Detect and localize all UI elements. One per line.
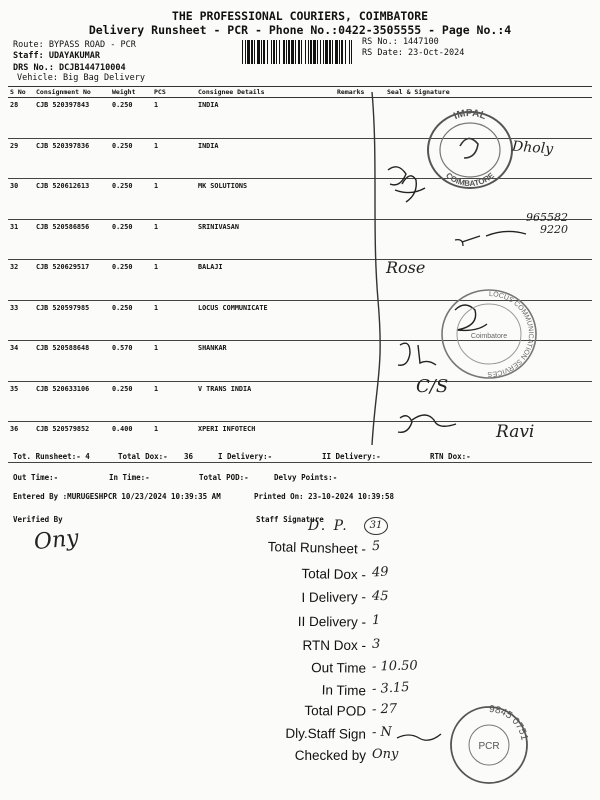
summary-label: I Delivery - xyxy=(301,589,367,606)
cell-weight: 0.570 xyxy=(110,341,152,382)
summary-value: - 3.15 xyxy=(371,679,410,698)
cell-consignee: INDIA xyxy=(196,98,335,139)
total-pod-label: Total POD:- xyxy=(199,473,249,482)
col-consignee: Consignee Details xyxy=(196,87,335,98)
row32-handwritten-name: Rose xyxy=(386,258,426,277)
row29-handwritten-sign: Dholy xyxy=(511,138,554,158)
summary-value: - 10.50 xyxy=(371,658,418,675)
cell-sno: 36 xyxy=(8,422,34,463)
summary-value: 1 xyxy=(371,612,381,629)
staff-sign-scribble xyxy=(397,734,441,740)
staff-signature-text: D. P. xyxy=(308,518,349,534)
cell-pcs: 1 xyxy=(152,300,196,341)
verified-by-signature: Ony xyxy=(32,525,80,556)
cell-consignment-no: CJB 520597985 xyxy=(34,300,110,341)
staff-label: Staff: UDAYAKUMAR xyxy=(13,51,100,61)
cell-sno: 30 xyxy=(8,179,34,220)
verified-by-label: Verified By xyxy=(13,515,63,524)
cell-pcs: 1 xyxy=(152,98,196,139)
cell-pcs: 1 xyxy=(152,422,196,463)
summary-label: II Delivery - xyxy=(297,613,367,630)
row34-scribble xyxy=(398,343,436,365)
staff-signature-label: Staff Signature xyxy=(256,515,324,524)
cell-sno: 35 xyxy=(8,381,34,422)
cell-consignment-no: CJB 520397843 xyxy=(34,98,110,139)
rs-date: RS Date: 23-Oct-2024 xyxy=(362,48,465,58)
remarks-divider-stroke xyxy=(372,92,380,445)
cell-consignee: INDIA xyxy=(196,138,335,179)
cell-sno: 28 xyxy=(8,98,34,139)
rs-number: RS No.: 1447100 xyxy=(362,37,439,47)
i-delivery-label: I Delivery:- xyxy=(218,452,273,461)
cell-weight: 0.250 xyxy=(110,260,152,301)
cell-consignee: LOCUS COMMUNICATE xyxy=(196,300,335,341)
total-dox-label: Total Dox:- xyxy=(118,452,168,461)
summary-label: Total POD xyxy=(304,703,367,719)
cell-consignee: SRINIVASAN xyxy=(196,219,335,260)
row31-scribble xyxy=(455,231,526,246)
cell-weight: 0.250 xyxy=(110,381,152,422)
staff-signature-circled-number: 31 xyxy=(364,517,388,535)
impal-stamp-bottom-text: COIMBATORE xyxy=(444,170,496,189)
cell-consignee: XPERI INFOTECH xyxy=(196,422,335,463)
cell-sno: 34 xyxy=(8,341,34,382)
summary-value: - N xyxy=(371,724,393,741)
entered-by: Entered By :MURUGESHPCR 10/23/2024 10:39:35 AM xyxy=(13,492,221,501)
in-time-label: In Time:- xyxy=(109,473,150,482)
cell-weight: 0.250 xyxy=(110,300,152,341)
col-seal-signature: Seal & Signature xyxy=(385,87,592,98)
summary-label: Total Runsheet - xyxy=(267,539,367,557)
summary-label: RTN Dox - xyxy=(302,638,366,653)
cell-weight: 0.250 xyxy=(110,219,152,260)
col-pcs: PCS xyxy=(152,87,196,98)
summary-label: Checked by xyxy=(294,748,366,763)
impal-stamp xyxy=(424,106,516,192)
route-label: Route: BYPASS ROAD - PCR xyxy=(13,40,136,50)
col-sno: S No xyxy=(8,87,34,98)
summary-label: Total Dox - xyxy=(301,565,367,583)
summary-value: - 27 xyxy=(371,701,398,718)
cell-consignee: BALAJI xyxy=(196,260,335,301)
cell-pcs: 1 xyxy=(152,341,196,382)
cell-weight: 0.400 xyxy=(110,422,152,463)
cell-pcs: 1 xyxy=(152,138,196,179)
summary-label: Dly.Staff Sign xyxy=(285,725,367,742)
cell-pcs: 1 xyxy=(152,219,196,260)
delvy-points-label: Delvy Points:- xyxy=(274,473,338,482)
company-title: THE PROFESSIONAL COURIERS, COIMBATORE xyxy=(171,9,429,23)
summary-value: 3 xyxy=(372,637,381,652)
locus-stamp-center-text: Coimbatore xyxy=(470,333,508,340)
summary-value: Ony xyxy=(372,747,399,762)
drs-number: DRS No.: DCJB144710004 xyxy=(13,63,126,73)
cell-weight: 0.250 xyxy=(110,138,152,179)
cell-weight: 0.250 xyxy=(110,179,152,220)
summary-label: In Time xyxy=(321,682,367,699)
runsheet-title: Delivery Runsheet - PCR - Phone No.:0422-3505555 - Page No.:4 xyxy=(88,23,512,37)
col-consignment: Consignment No xyxy=(34,87,110,98)
cell-consignment-no: CJB 520612613 xyxy=(34,179,110,220)
cell-sno: 33 xyxy=(8,300,34,341)
cell-sno: 32 xyxy=(8,260,34,301)
tot-runsheet: Tot. Runsheet:- 4 xyxy=(13,452,90,461)
printed-on: Printed On: 23-10-2024 10:39:58 xyxy=(254,492,394,501)
cell-consignment-no: CJB 520629517 xyxy=(34,260,110,301)
col-remarks: Remarks xyxy=(335,87,385,98)
ii-delivery-label: II Delivery:- xyxy=(322,452,381,461)
cell-pcs: 1 xyxy=(152,381,196,422)
pcr-stamp-ring-text: 9845 0751 xyxy=(488,704,530,742)
cell-consignment-no: CJB 520633106 xyxy=(34,381,110,422)
total-dox-value: 36 xyxy=(184,452,194,461)
vehicle-label: Vehicle: Big Bag Delivery xyxy=(17,73,145,83)
cell-consignee: V TRANS INDIA xyxy=(196,381,335,422)
cell-consignment-no: CJB 520397836 xyxy=(34,138,110,179)
col-weight: Weight xyxy=(110,87,152,98)
pcr-stamp xyxy=(448,704,530,786)
cell-consignment-no: CJB 520586856 xyxy=(34,219,110,260)
cell-weight: 0.250 xyxy=(110,98,152,139)
row36-scribble xyxy=(398,415,456,432)
cell-sno: 29 xyxy=(8,138,34,179)
row36-handwritten-name: Ravi xyxy=(496,422,535,442)
row31-handwritten-phone: 9655829220 xyxy=(526,211,568,236)
locus-stamp xyxy=(438,286,540,382)
impal-stamp-top-text: IMPAL xyxy=(452,107,488,123)
summary-value: 49 xyxy=(371,564,389,581)
cell-pcs: 1 xyxy=(152,179,196,220)
summary-value: 5 xyxy=(371,538,381,555)
locus-stamp-ring-text: LOCUS COMMUNICATION SERVICES xyxy=(487,290,535,378)
svg-text:9845 0751 xyxy=(489,704,530,742)
pcr-stamp-center-text: PCR xyxy=(478,741,500,752)
cell-consignment-no: CJB 520579852 xyxy=(34,422,110,463)
summary-value: 45 xyxy=(371,588,389,605)
svg-text:IMPAL xyxy=(452,108,487,122)
cell-consignment-no: CJB 520588648 xyxy=(34,341,110,382)
rtn-dox-label: RTN Dox:- xyxy=(430,452,471,461)
out-time-label: Out Time:- xyxy=(13,473,59,482)
cell-consignee: SHANKAR xyxy=(196,341,335,382)
row30-scribble xyxy=(388,167,425,202)
cell-pcs: 1 xyxy=(152,260,196,301)
cell-consignee: MK SOLUTIONS xyxy=(196,179,335,220)
cell-sno: 31 xyxy=(8,219,34,260)
row35-handwritten-cs: C/S xyxy=(416,376,449,397)
summary-label: Out Time xyxy=(311,660,367,676)
